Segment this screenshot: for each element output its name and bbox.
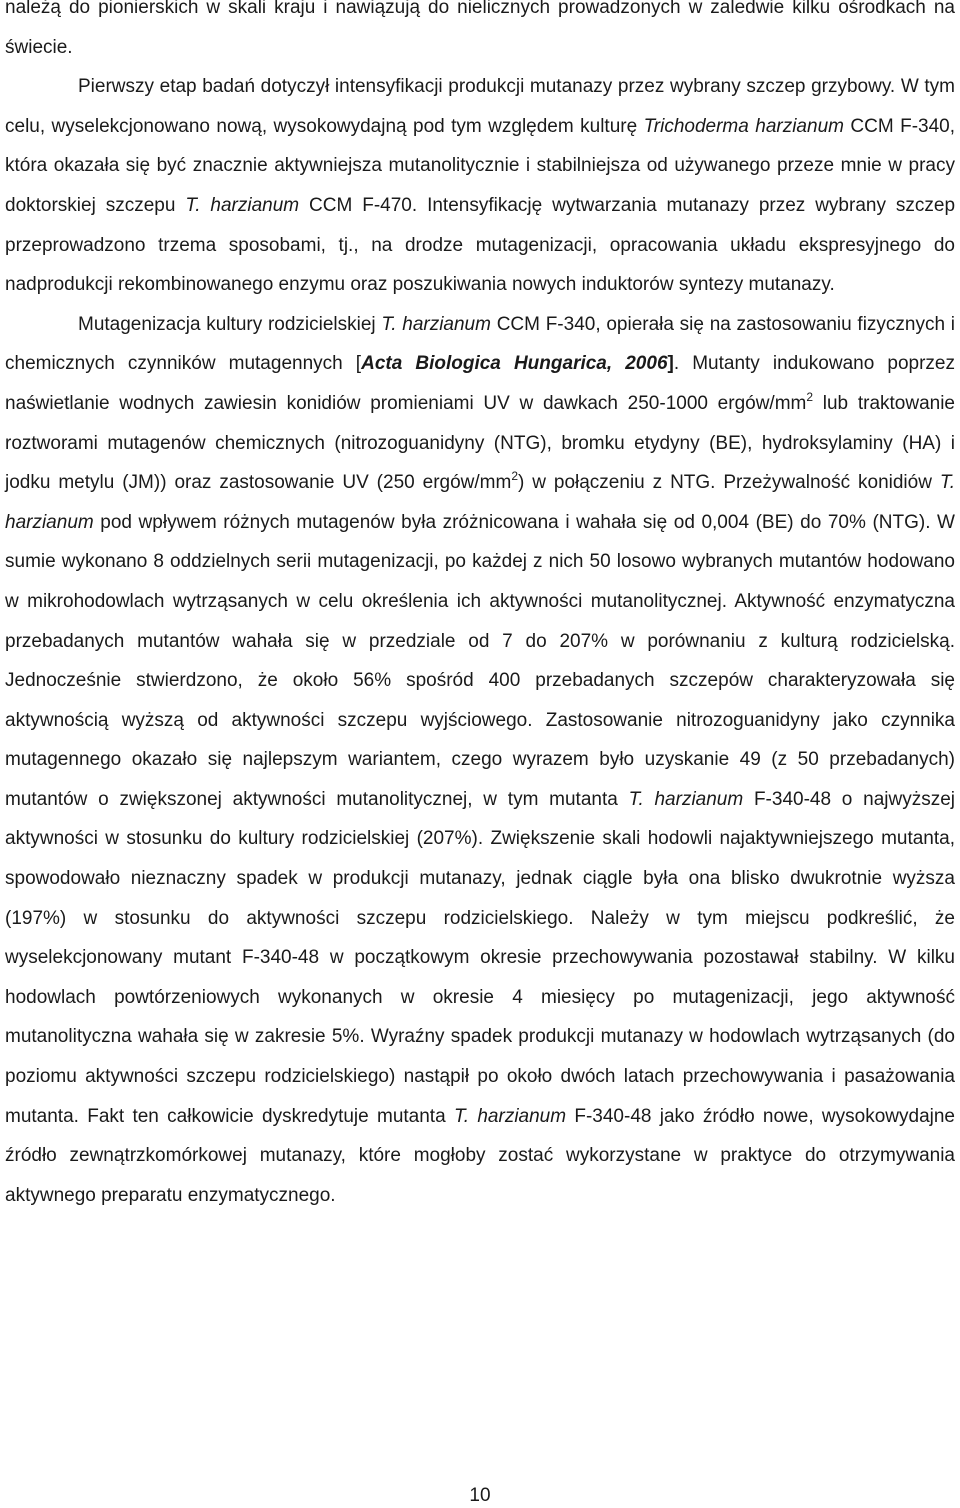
citation: Acta Biologica Hungarica, 2006	[361, 353, 668, 375]
superscript: 2	[511, 469, 518, 484]
text-run: CCM F-340, która okazała się być znacznie aktywniejsza mutanolitycznie i stabilniejsza od używanego przeze mnie w pracy doktorskiej szczepu	[5, 115, 955, 216]
text-run: . Mutanty indukowano poprzez naświetlanie wodnych zawiesin konidiów promieniami UV w dawkach 250-1000 ergów/mm	[5, 353, 955, 414]
paragraph-3	[5, 305, 955, 1216]
paragraph-1	[5, 0, 955, 67]
species-name: T. harzianum	[185, 194, 300, 216]
text-run: CCM F-340, opierała się na zastosowaniu fizycznych i chemicznych czynników mutagennych [	[5, 313, 955, 375]
text-run: Pierwszy etap badań dotyczył intensyfikacji produkcji mutanazy przez wybrany szczep grzybowy. W tym celu, wyselekcjonowano nową, wysokowydajną pod tym względem kulturę	[5, 76, 955, 137]
species-name: Trichoderma harzianum	[643, 115, 844, 137]
text-run: F-340-48 jako źródło nowe, wysokowydajne źródło zewnątrzkomórkowej mutanazy, które mogłoby zostać wykorzystane w praktyce do otrzymywania aktywnego preparatu enzymatycznego.	[5, 1105, 955, 1206]
text-run: Mutagenizacja kultury rodzicielskiej	[78, 313, 382, 335]
species-name: T. harzianum	[628, 788, 744, 810]
text-run: pod wpływem różnych mutagenów była zróżnicowana i wahała się od 0,004 (BE) do 70% (NTG). W sumie wykonano 8 oddzielnych serii mutagenizacji, po każdej z nich 50 losowo wybranych mutantów hodowano w mikrohodowlach wytrząsanych w celu określenia ich aktywności mutanolitycznej. Aktywność enzymatyczna przebadanych mutantów wahała się w przedziale od 7 do 207% w porównaniu z kulturą rodzicielską. Jednocześnie stwierdzono, że około 56% spośród 400 przebadanych szczepów charakteryzowała się aktywnością wyższą od aktywności szczepu wyjściowego. Zastosowanie nitrozoguanidyny jako czynnika mutagennego okazało się najlepszym wariantem, czego wyrazem było uzyskanie 49 (z 50 przebadanych) mutantów o zwiększonej aktywności mutanolitycznej, w tym mutanta	[5, 511, 955, 810]
page-number: 10	[469, 1485, 491, 1506]
document-page	[5, 0, 955, 1215]
superscript: 2	[806, 389, 814, 404]
paragraph-2	[5, 67, 955, 305]
species-name: T. harzianum	[453, 1105, 567, 1127]
text-run: F-340-48 o najwyższej aktywności w stosunku do kultury rodzicielskiej (207%). Zwiększenie skali hodowli najaktywniejszego mutanta, spowodowało nieznaczny spadek w produkcji mutanazy, jednak ciągle była ona blisko dwukrotnie wyższa (197%) w stosunku do aktywności szczepu rodzicielskiego. Należy w tym miejscu podkreślić, że wyselekcjonowany mutant F-340-48 w początkowym okresie przechowywania pozostawał stabilny. W kilku hodowlach powtórzeniowych wykonanych w okresie 4 miesięcy po mutagenizacji, jego aktywność mutanolityczna wahała się w zakresie 5%. Wyraźny spadek produkcji mutanazy w hodowlach wytrząsanych (do poziomu aktywności szczepu rodzicielskiego) nastąpił po około dwóch latach przechowywania i pasażowania mutanta. Fakt ten całkowicie dyskredytuje mutanta	[5, 788, 955, 1127]
text-run: należą do pionierskich w skali kraju i nawiązują do nielicznych prowadzonych w zaledwie kilku ośrodkach na świecie.	[5, 0, 955, 58]
text-run: CCM F-470. Intensyfikację wytwarzania mutanazy przez wybrany szczep przeprowadzono trzema sposobami, tj., na drodze mutagenizacji, opracowania układu ekspresyjnego do nadprodukcji rekombinowanego enzymu oraz poszukiwania nowych induktorów syntezy mutanazy.	[5, 194, 956, 296]
citation-bracket: ]	[667, 353, 674, 375]
text-run: lub traktowanie roztworami mutagenów chemicznych (nitrozoguanidyny (NTG), bromku etydyny (BE), hydroksylaminy (HA) i jodku metylu (JM)) oraz zastosowanie UV (250 ergów/mm	[5, 392, 955, 494]
species-name: T. harzianum	[5, 472, 955, 533]
text-run: ) w połączeniu z NTG. Przeżywalność konidiów	[518, 472, 940, 494]
species-name: T. harzianum	[381, 313, 491, 335]
